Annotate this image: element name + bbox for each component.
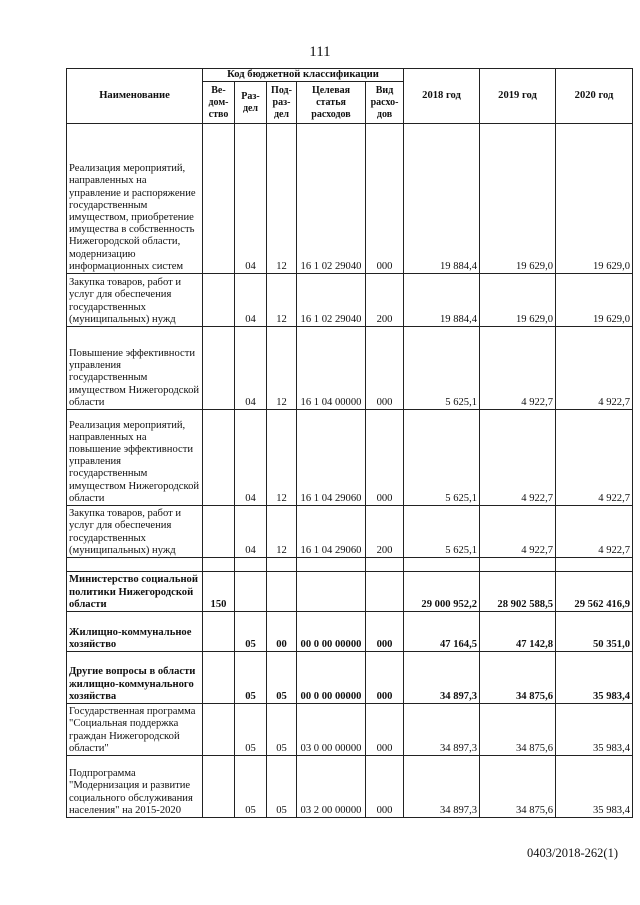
row-value-2018: 19 884,4 (404, 124, 480, 274)
row-name (67, 558, 203, 572)
row-vid: 000 (366, 756, 404, 818)
header-vid: Вид расхо-дов (366, 82, 404, 124)
row-vedomstvo (203, 506, 235, 558)
table-row (67, 274, 633, 327)
page-number: 111 (309, 44, 331, 60)
table-row (67, 327, 633, 410)
table-row (67, 124, 633, 274)
header-razdel: Раз-дел (235, 82, 267, 124)
row-value-2019: 47 142,8 (480, 612, 556, 652)
header-classification-group: Код бюджетной классификации (203, 69, 404, 82)
row-celevaya: 00 0 00 00000 (297, 612, 366, 652)
row-value-2018: 34 897,3 (404, 756, 480, 818)
row-celevaya: 16 1 04 29060 (297, 410, 366, 506)
row-value-2020: 29 562 416,9 (556, 572, 633, 612)
row-podrazdel: 05 (267, 652, 297, 704)
table-row (67, 506, 633, 558)
row-vedomstvo (203, 652, 235, 704)
row-value-2018: 5 625,1 (404, 327, 480, 410)
row-name: Повышение эффективности управления государственным имуществом Нижегородской области (67, 327, 203, 410)
row-name: Реализация мероприятий, направленных на повышение эффективности управления государственным имуществом Нижегородской области (67, 410, 203, 506)
row-value-2019: 34 875,6 (480, 756, 556, 818)
row-celevaya: 16 1 02 29040 (297, 124, 366, 274)
document-code: 0403/2018-262(1) (527, 846, 618, 860)
row-podrazdel: 12 (267, 124, 297, 274)
row-name: Министерство социальной политики Нижегородской области (67, 572, 203, 612)
row-vid: 200 (366, 506, 404, 558)
row-vedomstvo (203, 612, 235, 652)
row-name: Другие вопросы в области жилищно-коммунального хозяйства (67, 652, 203, 704)
row-podrazdel: 00 (267, 612, 297, 652)
row-vid: 000 (366, 410, 404, 506)
row-value-2018: 29 000 952,2 (404, 572, 480, 612)
row-vid: 000 (366, 124, 404, 274)
row-value-2020: 19 629,0 (556, 274, 633, 327)
header-2019: 2019 год (480, 69, 556, 124)
row-razdel: 04 (235, 124, 267, 274)
row-value-2018: 34 897,3 (404, 704, 480, 756)
row-vid (366, 572, 404, 612)
row-razdel: 04 (235, 327, 267, 410)
row-razdel (235, 558, 267, 572)
row-value-2019: 19 629,0 (480, 124, 556, 274)
row-value-2020: 50 351,0 (556, 612, 633, 652)
row-value-2018: 19 884,4 (404, 274, 480, 327)
row-celevaya: 03 2 00 00000 (297, 756, 366, 818)
table-row (67, 410, 633, 506)
row-razdel (235, 572, 267, 612)
table-row (67, 572, 633, 612)
header-name: Наименование (67, 69, 203, 124)
row-vedomstvo (203, 410, 235, 506)
row-value-2020 (556, 558, 633, 572)
row-razdel: 05 (235, 704, 267, 756)
row-name: Закупка товаров, работ и услуг для обеспечения государственных (муниципальных) нужд (67, 506, 203, 558)
table-row (67, 652, 633, 704)
row-value-2018 (404, 558, 480, 572)
row-vedomstvo (203, 124, 235, 274)
header-podrazdel: Под-раз-дел (267, 82, 297, 124)
row-celevaya (297, 558, 366, 572)
row-value-2020: 4 922,7 (556, 506, 633, 558)
row-value-2020: 4 922,7 (556, 327, 633, 410)
row-name: Реализация мероприятий, направленных на управление и распоряжение государственным имуществом, приобретение имущества в собственность Нижегородской области, модернизацию информационных систем (67, 124, 203, 274)
table-row (67, 704, 633, 756)
table-row (67, 558, 633, 572)
row-value-2020: 35 983,4 (556, 652, 633, 704)
row-razdel: 04 (235, 506, 267, 558)
row-name: Жилищно-коммунальное хозяйство (67, 612, 203, 652)
header-2018: 2018 год (404, 69, 480, 124)
row-value-2019: 34 875,6 (480, 704, 556, 756)
row-celevaya: 16 1 04 29060 (297, 506, 366, 558)
row-vedomstvo (203, 558, 235, 572)
table-row (67, 756, 633, 818)
row-value-2019: 34 875,6 (480, 652, 556, 704)
row-celevaya: 16 1 04 00000 (297, 327, 366, 410)
row-value-2019: 4 922,7 (480, 506, 556, 558)
row-value-2018: 5 625,1 (404, 506, 480, 558)
row-value-2020: 35 983,4 (556, 756, 633, 818)
row-podrazdel: 12 (267, 274, 297, 327)
row-value-2018: 5 625,1 (404, 410, 480, 506)
row-vedomstvo (203, 274, 235, 327)
row-celevaya: 16 1 02 29040 (297, 274, 366, 327)
row-value-2018: 34 897,3 (404, 652, 480, 704)
row-razdel: 05 (235, 612, 267, 652)
row-celevaya: 03 0 00 00000 (297, 704, 366, 756)
row-podrazdel (267, 572, 297, 612)
row-vedomstvo (203, 756, 235, 818)
row-vedomstvo: 150 (203, 572, 235, 612)
row-razdel: 05 (235, 756, 267, 818)
budget-table (66, 68, 633, 818)
row-celevaya: 00 0 00 00000 (297, 652, 366, 704)
row-vedomstvo (203, 327, 235, 410)
row-celevaya (297, 572, 366, 612)
row-podrazdel: 12 (267, 410, 297, 506)
row-name: Закупка товаров, работ и услуг для обеспечения государственных (муниципальных) нужд (67, 274, 203, 327)
row-value-2020: 35 983,4 (556, 704, 633, 756)
header-2020: 2020 год (556, 69, 633, 124)
row-vedomstvo (203, 704, 235, 756)
header-vedomstvo: Ве-дом-ство (203, 82, 235, 124)
row-podrazdel: 12 (267, 506, 297, 558)
row-vid: 200 (366, 274, 404, 327)
row-value-2019: 19 629,0 (480, 274, 556, 327)
row-name: Подпрограмма "Модернизация и развитие социального обслуживания населения" на 2015-2020 (67, 756, 203, 818)
row-vid: 000 (366, 704, 404, 756)
row-razdel: 05 (235, 652, 267, 704)
header-celevaya: Целевая статья расходов (297, 82, 366, 124)
row-podrazdel: 05 (267, 756, 297, 818)
row-podrazdel: 05 (267, 704, 297, 756)
row-podrazdel (267, 558, 297, 572)
row-value-2019: 4 922,7 (480, 327, 556, 410)
row-vid (366, 558, 404, 572)
row-value-2018: 47 164,5 (404, 612, 480, 652)
row-value-2019: 4 922,7 (480, 410, 556, 506)
row-razdel: 04 (235, 410, 267, 506)
row-vid: 000 (366, 327, 404, 410)
row-razdel: 04 (235, 274, 267, 327)
row-value-2020: 4 922,7 (556, 410, 633, 506)
row-vid: 000 (366, 652, 404, 704)
row-name: Государственная программа "Социальная поддержка граждан Нижегородской области" (67, 704, 203, 756)
row-value-2020: 19 629,0 (556, 124, 633, 274)
row-vid: 000 (366, 612, 404, 652)
row-value-2019 (480, 558, 556, 572)
row-value-2019: 28 902 588,5 (480, 572, 556, 612)
row-podrazdel: 12 (267, 327, 297, 410)
table-row (67, 612, 633, 652)
